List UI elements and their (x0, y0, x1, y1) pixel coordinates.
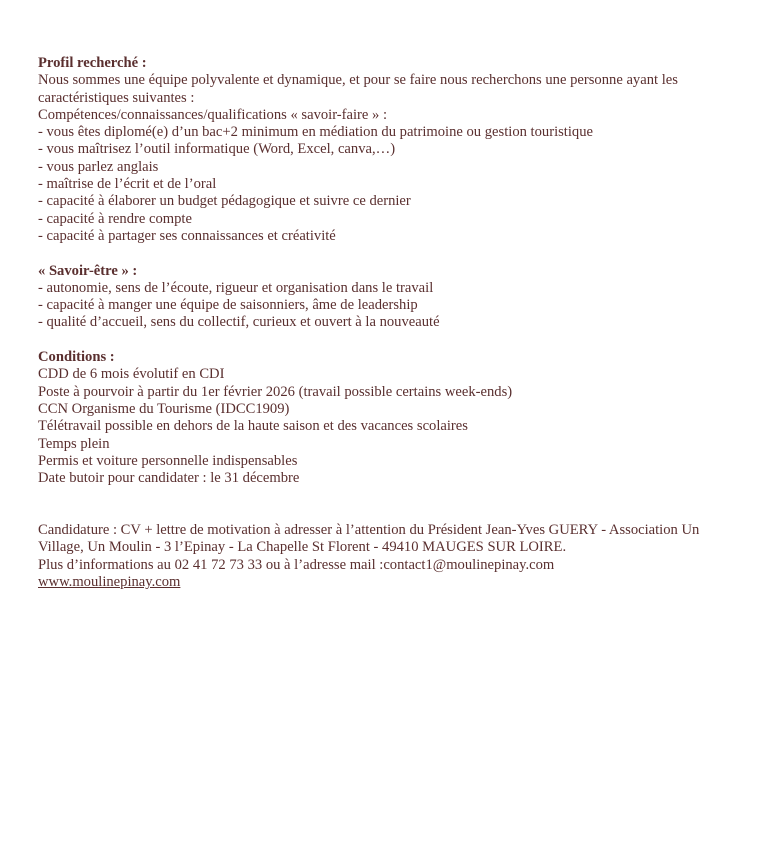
competence-item: - capacité à rendre compte (38, 210, 192, 227)
profil-heading: Profil recherché : (38, 55, 147, 71)
competence-item: - capacité à élaborer un budget pédagogique et suivre ce dernier (38, 193, 411, 210)
profil-intro: Nous sommes une équipe polyvalente et dynamique, et pour se faire nous recherchons une personne ayant les caractéristiques suivantes : (38, 72, 678, 106)
condition-item: Télétravail possible en dehors de la haute saison et des vacances scolaires (38, 418, 468, 435)
contact-info: Plus d’informations au 02 41 72 73 33 ou à l’adresse mail :contact1@moulinepinay.com (38, 556, 555, 573)
competence-item: - vous maîtrisez l’outil informatique (Word, Excel, canva,…) (38, 141, 396, 158)
spacer (38, 245, 728, 262)
savoir-etre-item: - capacité à manger une équipe de saisonniers, âme de leadership (38, 297, 418, 314)
competence-item: - vous parlez anglais (38, 158, 159, 175)
conditions-heading: Conditions : (38, 349, 115, 366)
spacer (38, 332, 728, 349)
spacer (38, 487, 728, 522)
competence-item: - capacité à partager ses connaissances et créativité (38, 227, 336, 244)
condition-item: CDD de 6 mois évolutif en CDI (38, 366, 225, 383)
savoir-etre-item: - qualité d’accueil, sens du collectif, curieux et ouvert à la nouveauté (38, 314, 440, 331)
savoir-etre-heading: « Savoir-être » : (38, 262, 138, 279)
condition-item: Date butoir pour candidater : le 31 décembre (38, 470, 300, 487)
competences-heading: Compétences/connaissances/qualifications « savoir-faire » : (38, 106, 388, 123)
candidature-text: Candidature : CV + lettre de motivation à adresser à l’attention du Président Jean-Yves GUERY - Association Un Village, Un Moulin - 3 l’Epinay - La Chapelle St Florent - 49410 MAUGES SUR LOIRE. (38, 522, 700, 556)
savoir-etre-item: - autonomie, sens de l’écoute, rigueur et organisation dans le travail (38, 279, 434, 296)
competence-item: - vous êtes diplomé(e) d’un bac+2 minimum en médiation du patrimoine ou gestion touristique (38, 124, 593, 141)
job-offer-content (38, 55, 728, 591)
website-link[interactable]: www.moulinepinay.com (38, 573, 181, 590)
condition-item: Temps plein (38, 435, 110, 452)
header-logo-fragment (330, 0, 450, 4)
condition-item: Permis et voiture personnelle indispensables (38, 452, 298, 469)
competence-item: - maîtrise de l’écrit et de l’oral (38, 176, 217, 193)
condition-item: CCN Organisme du Tourisme (IDCC1909) (38, 400, 290, 417)
condition-item: Poste à pourvoir à partir du 1er février 2026 (travail possible certains week-ends) (38, 383, 513, 400)
